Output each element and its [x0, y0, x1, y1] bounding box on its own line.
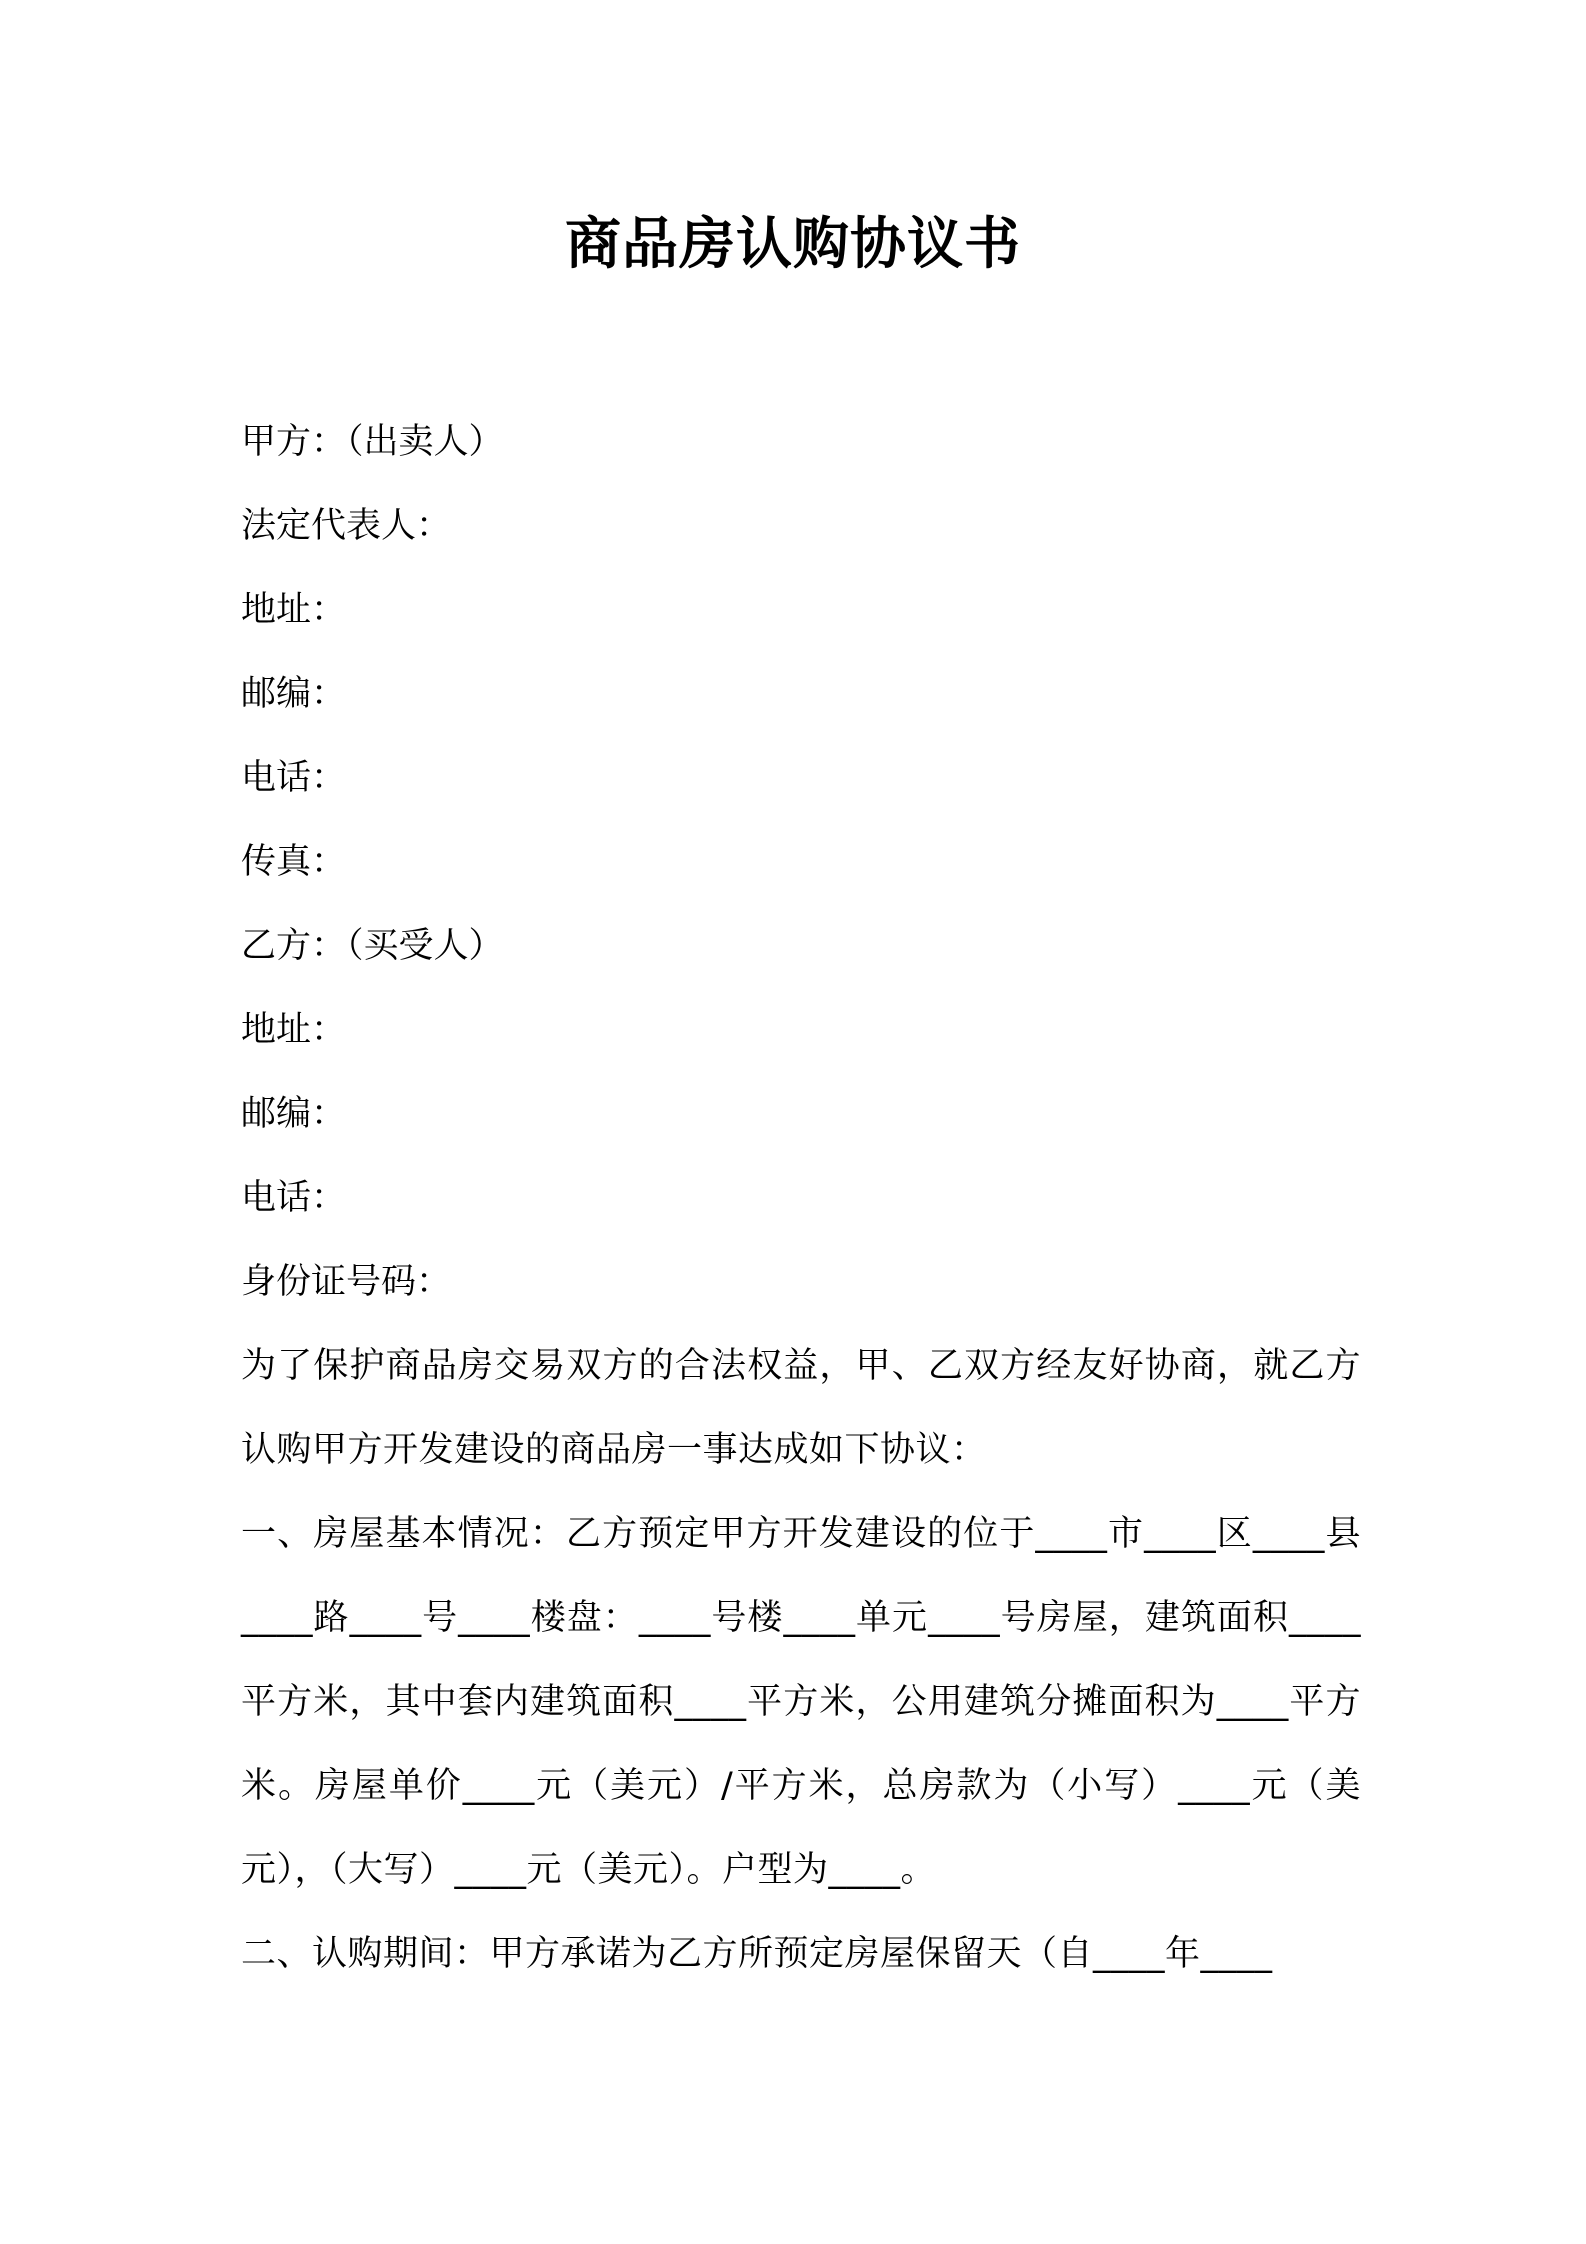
- document-title: 商品房认购协议书: [565, 212, 1021, 277]
- clause-2-paragraph: 二、认购期间：甲方承诺为乙方所预定房屋保留天（自____年____: [241, 1934, 1273, 1974]
- party-b-address: 地址：: [241, 1010, 347, 1050]
- preamble-paragraph: 为了保护商品房交易双方的合法权益，甲、乙双方经友好协商，就乙方认购甲方开发建设的商品房一事达成如下协议：: [241, 1346, 1361, 1470]
- party-a-fax: 传真：: [241, 842, 347, 882]
- party-b-id-number: 身份证号码：: [241, 1262, 452, 1302]
- party-a-phone: 电话：: [241, 758, 347, 798]
- document-body: [241, 400, 1361, 1996]
- party-b-phone: 电话：: [241, 1178, 347, 1218]
- clause-1-paragraph: 一、房屋基本情况：乙方预定甲方开发建设的位于____市____区____县____路____号____楼盘：____号楼____单元____号房屋，建筑面积____平方米，其中套内建筑面积____平方米，公用建筑分摊面积为____平方米。房屋单价____元（美元）/平方米，总房款为（小写）____元（美元），（大写）____元（美元）。户型为____。: [241, 1514, 1361, 1890]
- party-a-heading: 甲方：（出卖人）: [241, 422, 504, 462]
- party-a-address: 地址：: [241, 590, 347, 630]
- party-a-legal-rep: 法定代表人：: [241, 506, 452, 546]
- party-b-postcode: 邮编：: [241, 1094, 347, 1134]
- party-a-postcode: 邮编：: [241, 674, 347, 714]
- party-b-heading: 乙方：（买受人）: [241, 926, 504, 966]
